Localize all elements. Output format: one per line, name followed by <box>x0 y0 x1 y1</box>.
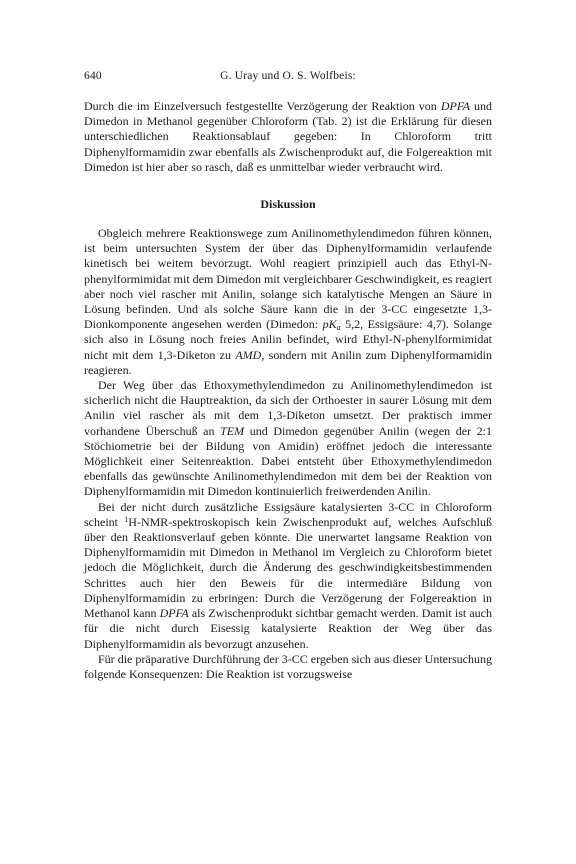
text-run: Der Weg über das Ethoxymethylendimedon zu Anilinomethylendimedon ist sicherlich nicht die Hauptreaktion, da sich der Orthoester in saurer Lösung mit dem Anilin viel rascher als mit dem 1,3-Diketon umsetzt. Der praktisch immer vorhandene Überschuß an <box>84 378 492 438</box>
pka-symbol: pK <box>322 317 337 332</box>
running-head <box>84 70 492 86</box>
section-heading: Diskussion <box>260 197 316 212</box>
text-run: als Zwischenprodukt sichtbar gemacht werden. Damit ist auch für die nicht durch Eisessig katalysierte Reaktion der Weg über das Diphenylformamidin als bevorzugt anzusehen. <box>84 606 492 651</box>
text-run: , sondern mit Anilin zum Diphenylformamidin reagieren. <box>84 347 492 377</box>
text-run: und Dimedon in Methanol gegenüber Chloroform (Tab. 2) ist die Erklärung für diesen unterschiedlichen Reaktionsablauf gegeben: In Chloroform tritt Diphenylformamidin zwar ebenfalls als Zwischenprodukt auf, die Folgereaktion mit Dimedon ist hier aber so rasch, daß es unmittelbar wieder verbraucht wird. <box>84 99 492 174</box>
discussion-paragraph-2 <box>84 378 492 500</box>
pka-subscript: a <box>336 323 341 333</box>
page-number: 640 <box>84 70 102 82</box>
running-head-authors: G. Uray und O. S. Wolfbeis: <box>220 70 356 82</box>
journal-page <box>84 70 492 682</box>
discussion-paragraph-1 <box>84 226 492 378</box>
text-run: Für die präparative Durchführung der 3-CC ergeben sich aus dieser Untersuchung folgende Konsequenzen: Die Reaktion ist vorzugsweise <box>84 651 492 681</box>
abbreviation: AMD <box>235 347 262 362</box>
isotope-superscript: 1 <box>124 514 129 524</box>
discussion-paragraph-4 <box>84 652 492 682</box>
text-run: Durch die im Einzelversuch festgestellte Verzögerung der Reaktion von <box>84 99 441 113</box>
abbreviation: TEM <box>220 423 245 438</box>
text-run: H-NMR-spektroskopisch kein Zwischenprodukt auf, welches Aufschluß über den Reaktionsverlauf geben könnte. Die unerwartet langsame Reaktion von Diphenylformamidin mit Dimedon in Methanol im Vergleich zu Chloroform bietet jedoch die Möglichkeit, durch die Änderung des geschwindigkeitsbestimmenden Schrittes auch hier den Beweis für die intermediäre Bildung von Diphenylformamidin zu erbringen: Durch die Verzögerung der Folgereaktion in Methanol kann <box>84 514 492 621</box>
discussion-paragraph-3 <box>84 500 492 652</box>
text-run: Obgleich mehrere Reaktionswege zum Anilinomethylendimedon führen können, ist beim untersuchten System der über das Diphenylformamidin verlaufende kinetisch bei weitem bevorzugt. Wohl reagiert prinzipiell auch das Ethyl-N-phenylformimidat mit dem Dimedon mit vergleichbarer Geschwindigkeit, es reagiert aber noch viel rascher mit Anilin, solange sich katalytische Mengen an Säure in Lösung befinden. Und als solche Säure kann die in der 3-CC eingesetzte 1,3-Dionkomponente angesehen werden (Dimedon: <box>84 226 492 332</box>
article-body <box>84 99 492 682</box>
intro-paragraph <box>84 99 492 175</box>
text-run: Bei der nicht durch zusätzliche Essigsäure katalysierten 3-CC in Chloroform scheint <box>84 499 492 529</box>
abbreviation: DPFA <box>440 99 470 113</box>
abbreviation: DPFA <box>159 606 189 621</box>
text-run: 5,2, Essigsäure: 4,7). Solange sich also in Lösung noch freies Anilin befindet, wird Ethyl-N-phenylformimidat nicht mit dem 1,3-Diketon zu <box>84 317 492 362</box>
text-run: und Dimedon gegenüber Anilin (wegen der 2:1 Stöchiometrie bei der Bildung von Amidin) eröffnet jedoch die interessante Möglichkeit einer Seitenreaktion. Dabei entsteht über Ethoxymethylendimedon ebenfalls das gewünschte Anilinomethylendimedon mit dem bei der Reaktion von Diphenylformamidin mit Dimedon kontinuierlich freiwerdenden Anilin. <box>84 423 492 499</box>
